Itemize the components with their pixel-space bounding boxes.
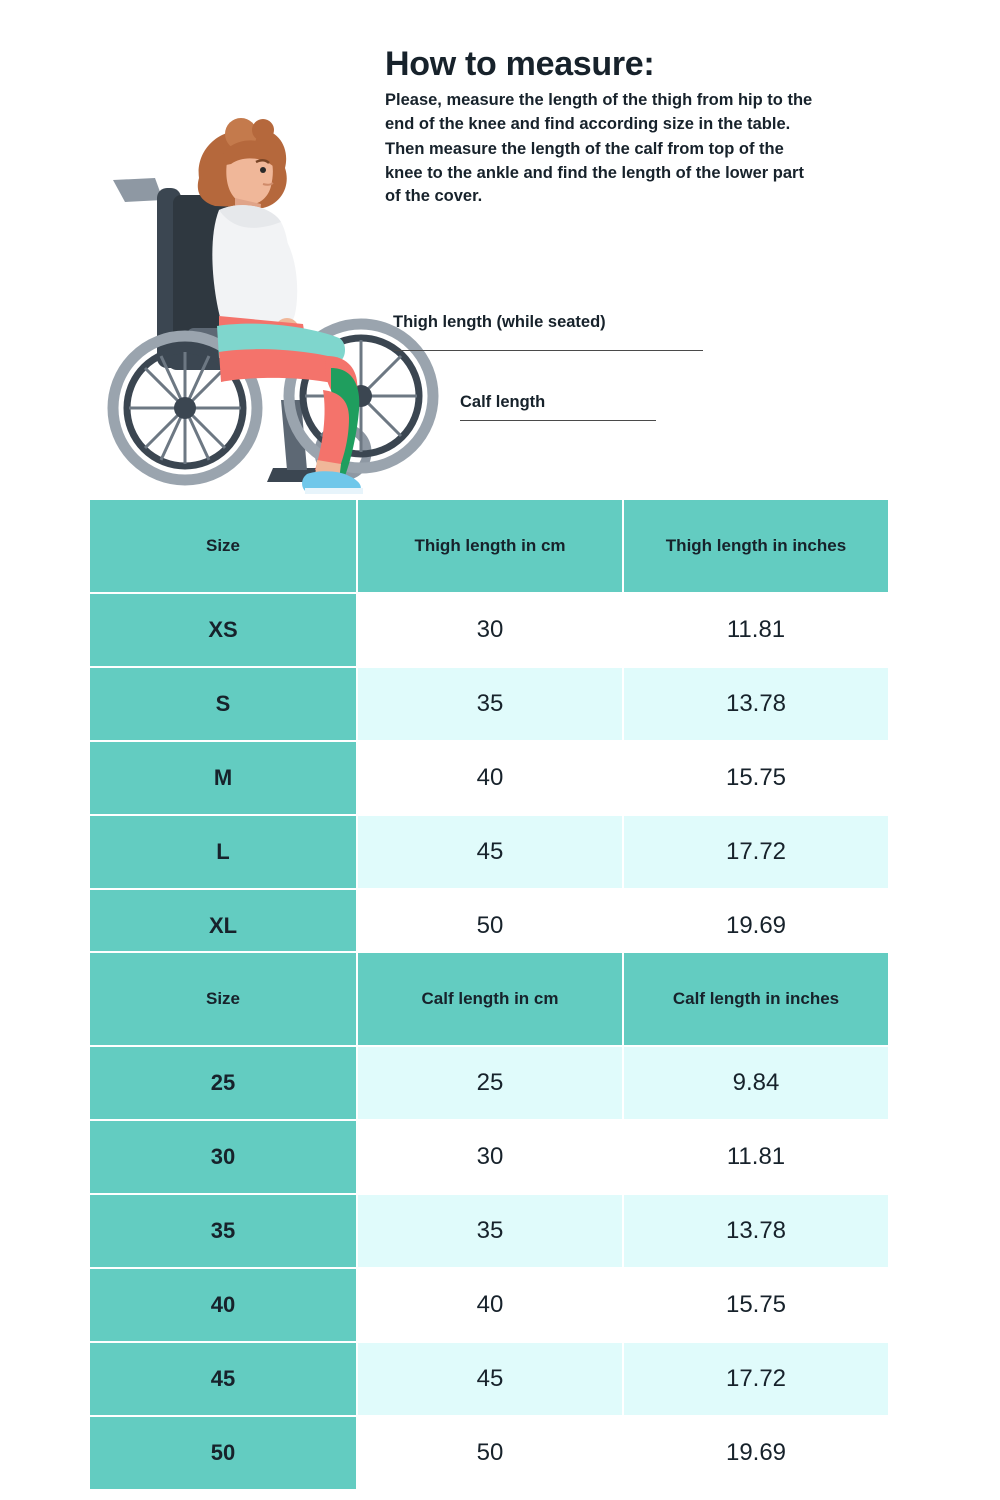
thigh-length-table	[88, 498, 890, 964]
cell-calf-cm: 40	[357, 1268, 623, 1342]
table-header-row	[89, 499, 889, 593]
table-row	[89, 593, 889, 667]
cell-thigh-inches: 15.75	[623, 741, 889, 815]
cell-calf-inches: 19.69	[623, 1416, 889, 1490]
cell-thigh-cm: 40	[357, 741, 623, 815]
cell-calf-cm: 30	[357, 1120, 623, 1194]
column-header-calf-cm: Calf length in cm	[357, 952, 623, 1046]
callout-thigh-leader-line	[393, 350, 703, 351]
cell-size: 40	[89, 1268, 357, 1342]
wheelchair-illustration	[95, 100, 455, 500]
table-row	[89, 667, 889, 741]
table-row	[89, 1194, 889, 1268]
cell-size: 25	[89, 1046, 357, 1120]
column-header-calf-inches: Calf length in inches	[623, 952, 889, 1046]
cell-thigh-cm: 45	[357, 815, 623, 889]
cell-calf-inches: 9.84	[623, 1046, 889, 1120]
callout-calf-length: Calf length	[460, 393, 546, 411]
cell-calf-cm: 35	[357, 1194, 623, 1268]
cell-size: 45	[89, 1342, 357, 1416]
thigh-length-table-wrapper	[88, 498, 888, 964]
cell-thigh-inches: 13.78	[623, 667, 889, 741]
cell-size: 50	[89, 1416, 357, 1490]
page-title: How to measure:	[385, 45, 655, 83]
table-row	[89, 1268, 889, 1342]
calf-length-table	[88, 951, 890, 1491]
column-header-size: Size	[89, 952, 357, 1046]
cell-size: M	[89, 741, 357, 815]
column-header-size: Size	[89, 499, 357, 593]
table-row	[89, 1046, 889, 1120]
callout-calf-leader-line	[460, 420, 656, 421]
column-header-thigh-cm: Thigh length in cm	[357, 499, 623, 593]
cell-size: XL	[89, 889, 357, 963]
cell-calf-cm: 50	[357, 1416, 623, 1490]
callout-thigh-length: Thigh length (while seated)	[393, 313, 606, 331]
cell-size: 30	[89, 1120, 357, 1194]
table-row	[89, 1416, 889, 1490]
cell-calf-inches: 17.72	[623, 1342, 889, 1416]
seated-person	[198, 118, 363, 494]
table-row	[89, 1120, 889, 1194]
cell-thigh-cm: 30	[357, 593, 623, 667]
cell-size: 35	[89, 1194, 357, 1268]
table-header-row	[89, 952, 889, 1046]
table-row	[89, 1342, 889, 1416]
instruction-paragraph-2: Then measure the length of the calf from top of the knee to the ankle and find the length of the lower part of the cover.	[385, 140, 804, 206]
column-header-thigh-inches: Thigh length in inches	[623, 499, 889, 593]
cell-thigh-inches: 19.69	[623, 889, 889, 963]
cell-calf-inches: 15.75	[623, 1268, 889, 1342]
cell-size: XS	[89, 593, 357, 667]
table-row	[89, 815, 889, 889]
cell-calf-cm: 45	[357, 1342, 623, 1416]
table-row	[89, 741, 889, 815]
cell-calf-inches: 11.81	[623, 1120, 889, 1194]
calf-length-table-wrapper	[88, 951, 888, 1491]
cell-thigh-cm: 50	[357, 889, 623, 963]
cell-calf-cm: 25	[357, 1046, 623, 1120]
cell-size: S	[89, 667, 357, 741]
cell-calf-inches: 13.78	[623, 1194, 889, 1268]
cell-size: L	[89, 815, 357, 889]
cell-thigh-inches: 11.81	[623, 593, 889, 667]
instruction-paragraph-1: Please, measure the length of the thigh from hip to the end of the knee and find according size in the table.	[385, 91, 813, 133]
cell-thigh-inches: 17.72	[623, 815, 889, 889]
cell-thigh-cm: 35	[357, 667, 623, 741]
